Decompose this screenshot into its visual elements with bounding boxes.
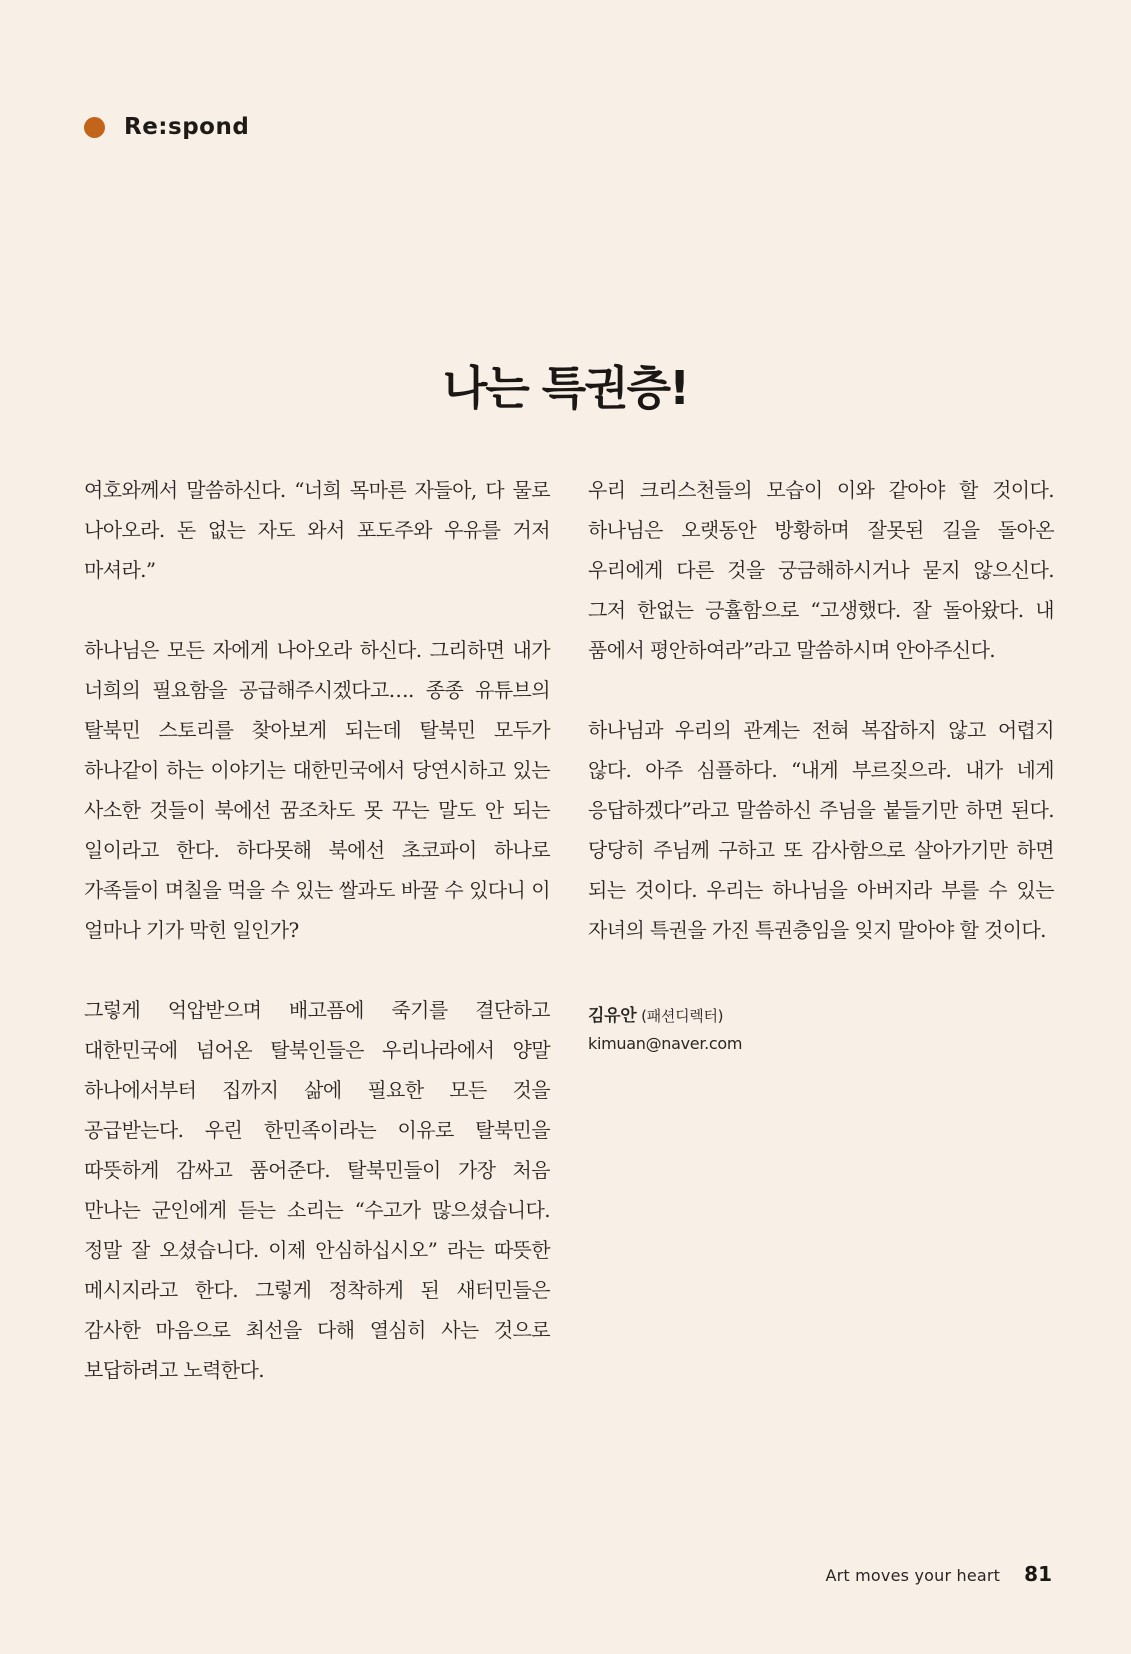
author-email: kimuan@naver.com [588, 1034, 743, 1053]
section-bullet-icon [84, 117, 105, 138]
section-tag [84, 114, 249, 140]
paragraph: 그렇게 억압받으며 배고픔에 죽기를 결단하고 대한민국에 넘어온 탈북인들은 우리나라에서 양말 하나에서부터 집까지 삶에 필요한 모든 것을 공급받는다. 우린 한민족이라는 이유로 탈북민을 따뜻하게 감싸고 품어준다. 탈북민들이 가장 처음 만나는 군인에게 듣는 소리는 “수고가 많으셨습니다. 정말 잘 오셨습니다. 이제 안심하십시오” 라는 따뜻한 메시지라고 한다. 그렇게 정착하게 된 새터민들은 감사한 마음으로 최선을 다해 열심히 사는 것으로 보답하려고 노력한다. [84, 998, 550, 1382]
paragraph: 하나님과 우리의 관계는 전혀 복잡하지 않고 어렵지 않다. 아주 심플하다. “내게 부르짖으라. 내가 네게 응답하겠다”라고 말씀하신 주님을 붙들기만 하면 된다. 당당히 주님께 구하고 또 감사함으로 살아가기만 하면 되는 것이다. 우리는 하나님을 아버지라 부를 수 있는 자녀의 특권을 가진 특권층임을 잊지 말아야 할 것이다. [588, 718, 1054, 942]
author-credit [588, 1002, 1054, 1057]
footer-tagline: Art moves your heart [825, 1566, 1001, 1585]
page-footer [825, 1562, 1052, 1586]
paragraph: 여호와께서 말씀하신다. “너희 목마른 자들아, 다 물로 나아오라. 돈 없는 자도 와서 포도주와 우유를 거저 마셔라.” [84, 478, 550, 582]
paragraph: 우리 크리스천들의 모습이 이와 같아야 할 것이다. 하나님은 오랫동안 방황하며 잘못된 길을 돌아온 우리에게 다른 것을 궁금해하시거나 묻지 않으신다. 그저 한없는 긍휼함으로 “고생했다. 잘 돌아왔다. 내 품에서 평안하여라”라고 말씀하시며 안아주신다. [588, 478, 1054, 662]
paragraph: 하나님은 모든 자에게 나아오라 하신다. 그리하면 내가 너희의 필요함을 공급해주시겠다고…. 종종 유튜브의 탈북민 스토리를 찾아보게 되는데 탈북민 모두가 하나같이 하는 이야기는 대한민국에서 당연시하고 있는 사소한 것들이 북에선 꿈조차도 못 꾸는 말도 안 되는 일이라고 한다. 하다못해 북에선 초코파이 하나로 가족들이 며칠을 먹을 수 있는 쌀과도 바꿀 수 있다니 이 얼마나 기가 막힌 일인가? [84, 638, 550, 942]
author-role: (패션디렉터) [641, 1007, 724, 1025]
right-column [588, 470, 1054, 1057]
section-label: Re:spond [124, 114, 250, 140]
author-line [588, 1002, 1054, 1030]
page-number: 81 [1024, 1562, 1052, 1586]
left-column [84, 470, 550, 1390]
author-name: 김유안 [588, 1006, 637, 1026]
article-title: 나는 특권층! [442, 361, 689, 415]
